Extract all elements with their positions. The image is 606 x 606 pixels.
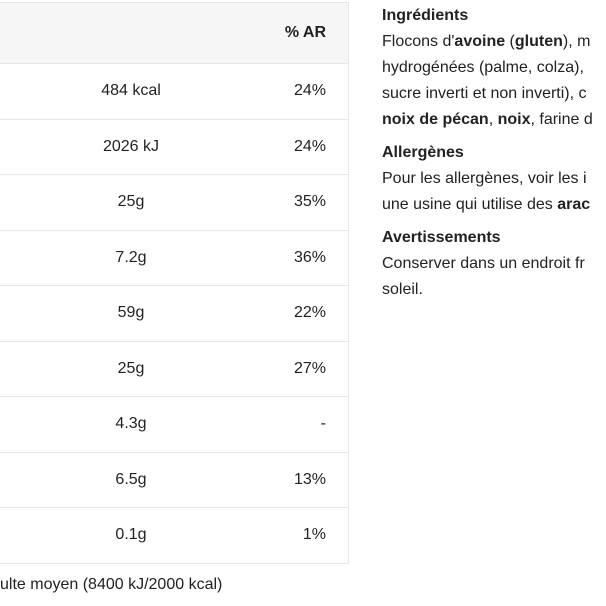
- table-footnote: ulte moyen (8400 kJ/2000 kcal): [0, 576, 223, 593]
- table-row: [0, 63, 348, 119]
- nutrient-value: 0.1g: [115, 526, 147, 544]
- table-row: [0, 396, 348, 452]
- warnings-section: [382, 227, 606, 303]
- allergen-highlight: gluten: [514, 33, 563, 50]
- nutrition-table: [0, 2, 349, 564]
- nutrient-ar: 1%: [302, 526, 326, 544]
- ingredients-text: (: [505, 33, 515, 50]
- ingredients-line-3: sucre inverti et non inverti), c: [382, 85, 587, 102]
- allergens-title: Allergènes: [382, 144, 464, 161]
- table-header-row: [0, 3, 348, 63]
- nutrient-ar: 22%: [293, 304, 326, 322]
- nutrient-ar: 36%: [293, 248, 326, 266]
- ingredients-line-1: [382, 29, 606, 55]
- allergens-line-1: Pour les allergènes, voir les i: [382, 170, 587, 187]
- allergens-section: [382, 142, 606, 218]
- nutrient-value: 2026 kJ: [102, 137, 160, 155]
- nutrient-value: 7.2g: [115, 248, 147, 266]
- nutrient-value: 484 kcal: [101, 82, 161, 100]
- allergen-highlight: noix de pécan: [382, 111, 489, 128]
- ingredients-text: ,: [488, 111, 498, 128]
- allergen-highlight: arac: [557, 196, 591, 213]
- allergen-highlight: noix: [497, 111, 531, 128]
- warnings-line-1: Conserver dans un endroit fr: [382, 255, 585, 272]
- table-row: [0, 119, 348, 175]
- ar-column-header: % AR: [284, 24, 326, 41]
- product-info-panel: [382, 5, 606, 312]
- table-row: [0, 174, 348, 230]
- nutrient-ar: 24%: [293, 82, 326, 100]
- ingredients-text: ), m: [562, 33, 591, 50]
- ingredients-text: Flocons d': [382, 33, 455, 50]
- ingredients-text: , farine d: [530, 111, 593, 128]
- nutrient-ar: 27%: [293, 359, 326, 377]
- ingredients-title: Ingrédients: [382, 7, 469, 24]
- nutrient-ar: -: [320, 415, 326, 433]
- warnings-title: Avertissements: [382, 229, 501, 246]
- nutrient-ar: 35%: [293, 193, 326, 211]
- ingredients-line-2: hydrogénées (palme, colza),: [382, 59, 584, 76]
- nutrient-value: 4.3g: [115, 415, 147, 433]
- nutrient-value: 25g: [117, 193, 145, 211]
- warnings-line-2: soleil.: [382, 281, 423, 298]
- nutrient-ar: 13%: [293, 470, 326, 488]
- nutrient-value: 25g: [117, 359, 145, 377]
- table-row: [0, 341, 348, 397]
- nutrient-value: 6.5g: [115, 470, 147, 488]
- table-row: [0, 285, 348, 341]
- nutrient-value: 59g: [117, 304, 145, 322]
- table-row: [0, 230, 348, 286]
- ingredients-section: [382, 5, 606, 133]
- allergens-text: une usine qui utilise des: [382, 196, 558, 213]
- table-row: [0, 452, 348, 508]
- ingredients-line-4: [382, 107, 606, 133]
- allergens-line-2: [382, 192, 606, 218]
- allergen-highlight: avoine: [454, 33, 506, 50]
- nutrient-ar: 24%: [293, 137, 326, 155]
- table-row: [0, 507, 348, 563]
